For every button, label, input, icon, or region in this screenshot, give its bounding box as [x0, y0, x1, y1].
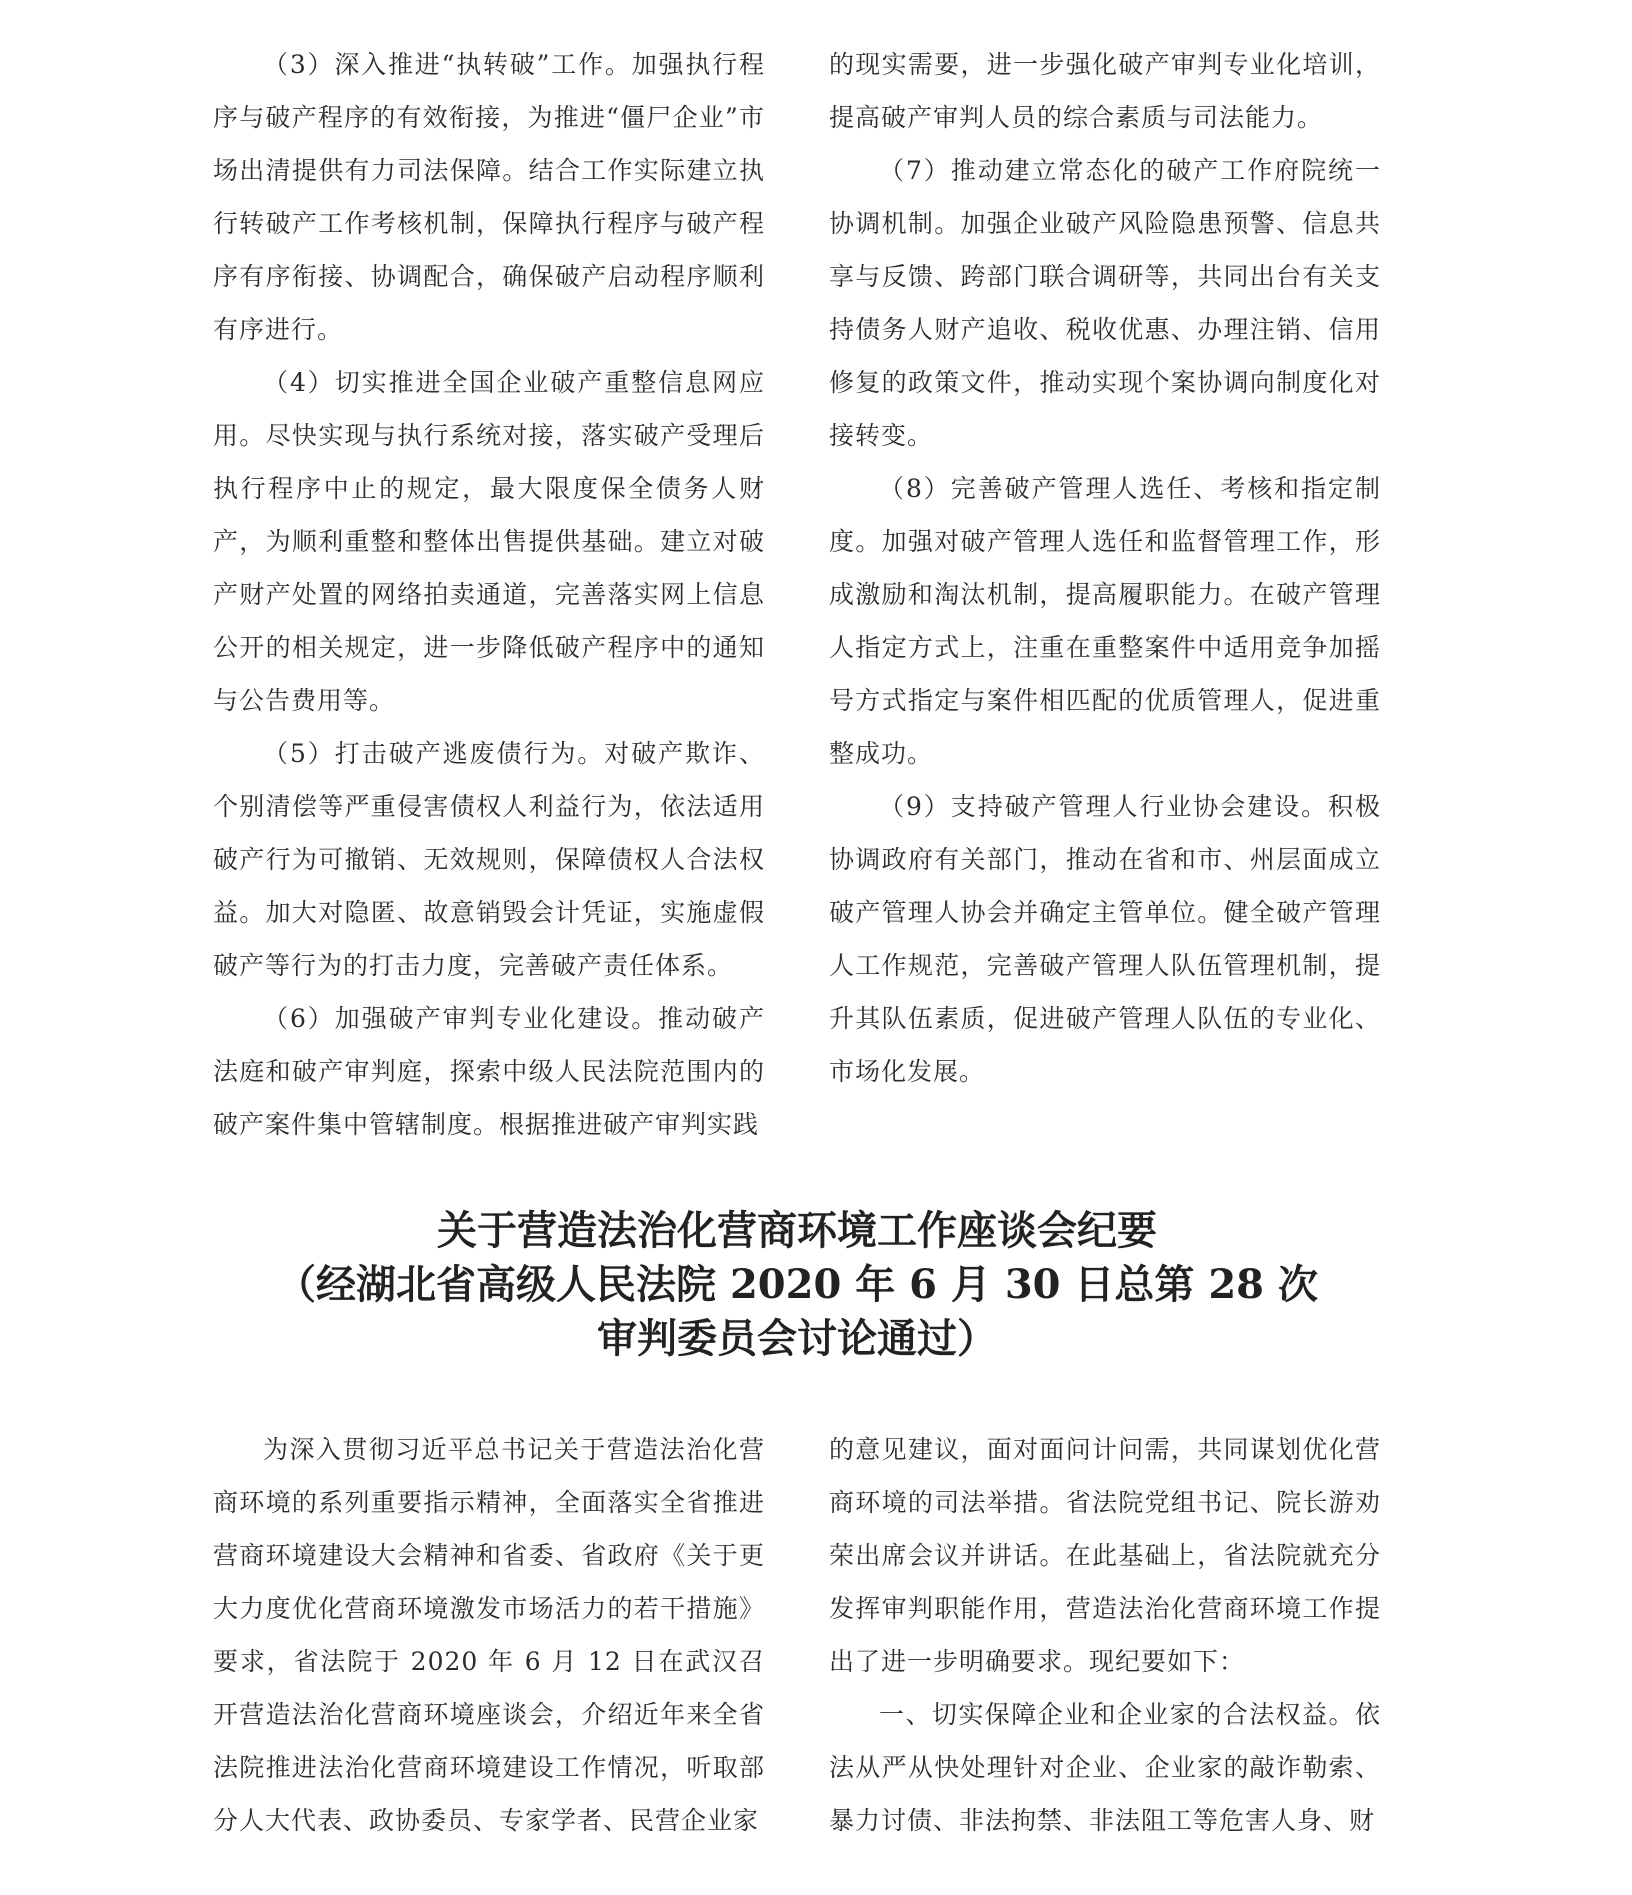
paragraph-item-8: （8）完善破产管理人选任、考核和指定制度。加强对破产管理人选任和监督管理工作，形成激励和淘汰机制，提高履职能力。在破产管理人指定方式上，注重在重整案件中适用竞争加摇号方式指定与案件相匹配的优质管理人，促进重整成功。: [829, 474, 1381, 768]
paragraph-item-3: （3）深入推进“执转破”工作。加强执行程序与破产程序的有效衔接，为推进“僵尸企业”市场出清提供有力司法保障。结合工作实际建立执行转破产工作考核机制，保障执行程序与破产程序有序衔接、协调配合，确保破产启动程序顺利有序进行。: [213, 50, 765, 344]
paragraph-intro: 为深入贯彻习近平总书记关于营造法治化营商环境的系列重要指示精神，全面落实全省推进营商环境建设大会精神和省委、省政府《关于更大力度优化营商环境激发市场活力的若干措施》要求，省法院于 2020 年 6 月 12 日在武汉召开营造法治化营商环境座谈会，介绍近年来全省法院推进法治化营商环境建设工作情况，听取部分人大代表、政协委员、专家学者、民营企业家: [213, 1435, 765, 1835]
paragraph-item-7: （7）推动建立常态化的破产工作府院统一协调机制。加强企业破产风险隐患预警、信息共享与反馈、跨部门联合调研等，共同出台有关支持债务人财产追收、税收优惠、办理注销、信用修复的政策文件，推动实现个案协调向制度化对接转变。: [829, 156, 1381, 450]
article-title-line-2: （经湖北省高级人民法院 2020 年 6 月 30 日总第 28 次: [276, 1261, 1318, 1308]
paragraph-item-5: （5）打击破产逃废债行为。对破产欺诈、个别清偿等严重侵害债权人利益行为，依法适用破产行为可撤销、无效规则，保障债权人合法权益。加大对隐匿、故意销毁会计凭证，实施虚假破产等行为的打击力度，完善破产责任体系。: [213, 739, 765, 980]
paragraph-section-1: 一、切实保障企业和企业家的合法权益。依法从严从快处理针对企业、企业家的敲诈勒索、暴力讨债、非法拘禁、非法阻工等危害人身、财: [829, 1700, 1381, 1835]
paragraph-item-6-continued: 的现实需要，进一步强化破产审判专业化培训，提高破产审判人员的综合素质与司法能力。: [829, 50, 1381, 132]
paragraph-item-9: （9）支持破产管理人行业协会建设。积极协调政府有关部门，推动在省和市、州层面成立破产管理人协会并确定主管单位。健全破产管理人工作规范，完善破产管理人队伍管理机制，提升其队伍素质，促进破产管理人队伍的专业化、市场化发展。: [829, 792, 1381, 1086]
top-right-column: [829, 38, 1381, 1098]
paragraph-item-6: （6）加强破产审判专业化建设。推动破产法庭和破产审判庭，探索中级人民法院范围内的破产案件集中管辖制度。根据推进破产审判实践: [213, 1004, 765, 1139]
article-title-line-3: 审判委员会讨论通过）: [597, 1315, 997, 1362]
paragraph-item-4: （4）切实推进全国企业破产重整信息网应用。尽快实现与执行系统对接，落实破产受理后执行程序中止的规定，最大限度保全债务人财产，为顺利重整和整体出售提供基础。建立对破产财产处置的网络拍卖通道，完善落实网上信息公开的相关规定，进一步降低破产程序中的通知与公告费用等。: [213, 368, 765, 715]
paragraph-intro-continued: 的意见建议，面对面问计问需，共同谋划优化营商环境的司法举措。省法院党组书记、院长游劝荣出席会议并讲话。在此基础上，省法院就充分发挥审判职能作用，营造法治化营商环境工作提出了进一步明确要求。现纪要如下：: [829, 1435, 1381, 1676]
bottom-right-column: [829, 1423, 1381, 1847]
bottom-left-column: [213, 1423, 765, 1847]
top-left-column: [213, 38, 765, 1151]
article-title: [213, 1204, 1381, 1366]
article-title-line-1: 关于营造法治化营商环境工作座谈会纪要: [437, 1207, 1157, 1254]
